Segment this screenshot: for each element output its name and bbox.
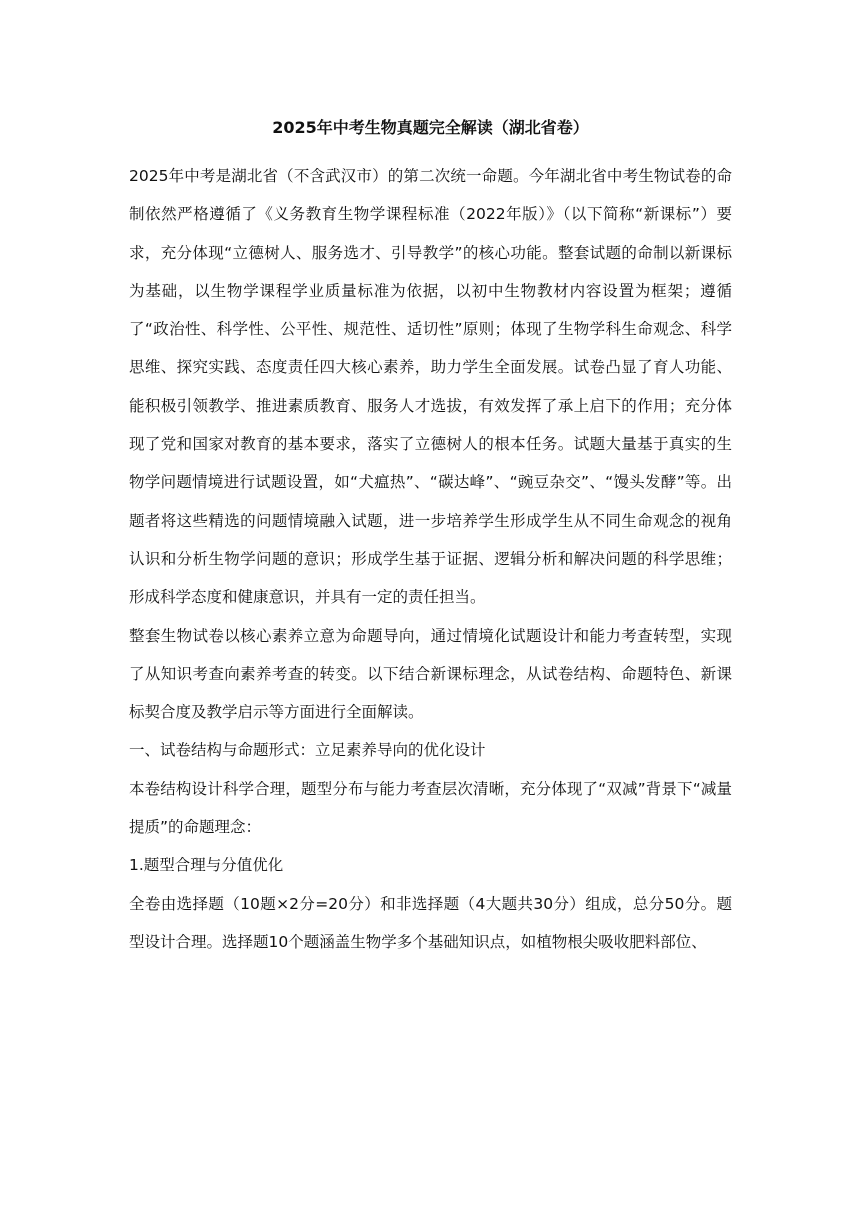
- document-body: [129, 116, 732, 961]
- intro-paragraph: 2025年中考是湖北省（不含武汉市）的第二次统一命题。今年湖北省中考生物试卷的命制依然严格遵循了《义务教育生物学课程标准（2022年版）》（以下简称“新课标”）要求，充分体现“立德树人、服务选才、引导教学”的核心功能。整套试题的命制以新课标为基础，以生物学课程学业质量标准为依据，以初中生物教材内容设置为框架；遵循了“政治性、科学性、公平性、规范性、适切性”原则；体现了生物学科生命观念、科学思维、探究实践、态度责任四大核心素养，助力学生全面发展。试卷凸显了育人功能、能积极引领教学、推进素质教育、服务人才选拔，有效发挥了承上启下的作用；充分体现了党和国家对教育的基本要求，落实了立德树人的根本任务。试题大量基于真实的生物学问题情境进行试题设置，如“犬瘟热”、“碳达峰”、“豌豆杂交”、“馒头发酵”等。出题者将这些精选的问题情境融入试题，进一步培养学生形成学生从不同生命观念的视角认识和分析生物学问题的意识；形成学生基于证据、逻辑分析和解决问题的科学思维；形成科学态度和健康意识，并具有一定的责任担当。: [129, 167, 732, 607]
- section-paragraph: 本卷结构设计科学合理，题型分布与能力考查层次清晰，充分体现了“双减”背景下“减量提质”的命题理念：: [129, 779, 732, 837]
- section-heading: 一、试卷结构与命题形式：立足素养导向的优化设计: [129, 741, 486, 760]
- document-title: 2025年中考生物真题完全解读（湖北省卷）: [272, 118, 589, 137]
- subsection-paragraph: 全卷由选择题（10题×2分=20分）和非选择题（4大题共30分）组成，总分50分。题型设计合理。选择题10个题涵盖生物学多个基础知识点，如植物根尖吸收肥料部位、: [129, 894, 732, 951]
- overview-paragraph: 整套生物试卷以核心素养立意为命题导向，通过情境化试题设计和能力考查转型，实现了从知识考查向素养考查的转变。以下结合新课标理念，从试卷结构、命题特色、新课标契合度及教学启示等方面进行全面解读。: [129, 626, 732, 722]
- subsection-heading: 1.题型合理与分值优化: [129, 856, 284, 875]
